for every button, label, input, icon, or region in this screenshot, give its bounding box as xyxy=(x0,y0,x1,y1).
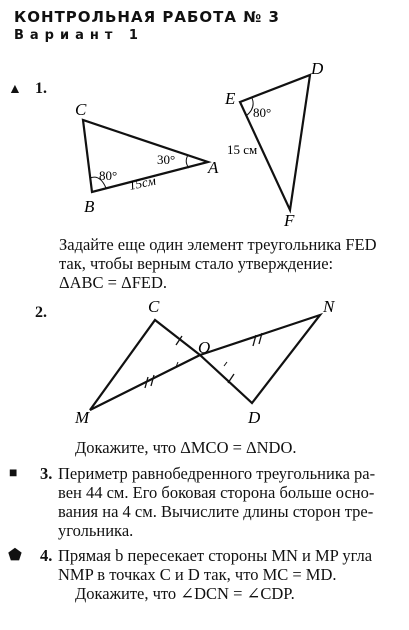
task2-figure xyxy=(0,290,409,435)
label-b: B xyxy=(84,197,95,216)
task2-number: 2. xyxy=(35,304,47,321)
task4-line3: Докажите, что ∠DCN = ∠CDP. xyxy=(75,584,295,603)
label-d2: D xyxy=(248,408,261,427)
angle-e-label: 80° xyxy=(253,105,272,120)
task1-figure xyxy=(0,60,409,230)
task3-line4: угольника. xyxy=(58,521,134,540)
task1-number: 1. xyxy=(35,80,47,97)
task3-line1: Периметр равнобедренного треугольника ра- xyxy=(58,464,376,483)
label-o: O xyxy=(198,338,211,357)
triangle-ndo xyxy=(200,315,320,403)
task1-line2: так, чтобы верным стало утверждение: xyxy=(59,254,334,273)
square-marker-icon: ■ xyxy=(9,466,18,481)
label-c2: C xyxy=(148,297,160,316)
page-title: КОНТРОЛЬНАЯ РАБОТА № 3 xyxy=(14,8,280,26)
pentagon-marker-icon: ⬟ xyxy=(8,547,22,564)
label-f: F xyxy=(284,211,295,230)
triangle-marker-icon: ▲ xyxy=(8,82,22,97)
triangle-mco xyxy=(90,320,200,410)
label-e: E xyxy=(225,89,236,108)
label-n: N xyxy=(323,297,335,316)
task3-line2: вен 44 см. Его боковая сторона больше осно- xyxy=(58,483,375,502)
label-a: A xyxy=(208,158,219,177)
variant-label: Вариант 1 xyxy=(14,28,144,43)
side-ef-label: 15 см xyxy=(227,142,258,157)
angle-b-label: 80° xyxy=(99,168,118,183)
label-c: C xyxy=(75,100,87,119)
label-m: M xyxy=(75,408,90,427)
task4-line2: NMP в точках C и D так, что MC = MD. xyxy=(58,565,337,584)
task3-number: 3. xyxy=(40,464,53,483)
task3-line3: вания на 4 см. Вычислите длины сторон тре- xyxy=(58,502,374,521)
side-ba-label: 15см xyxy=(127,172,158,193)
label-d: D xyxy=(311,60,324,78)
task1-line3: ΔABC = ΔFED. xyxy=(59,273,167,292)
angle-a-label: 30° xyxy=(157,152,176,167)
task4-number: 4. xyxy=(40,546,53,565)
task1-line1: Задайте еще один элемент треугольника FED xyxy=(59,235,377,254)
task2-text: Докажите, что ΔMCO = ΔNDO. xyxy=(75,438,297,457)
task4-line1: Прямая b пересекает стороны MN и MP угла xyxy=(58,546,373,565)
